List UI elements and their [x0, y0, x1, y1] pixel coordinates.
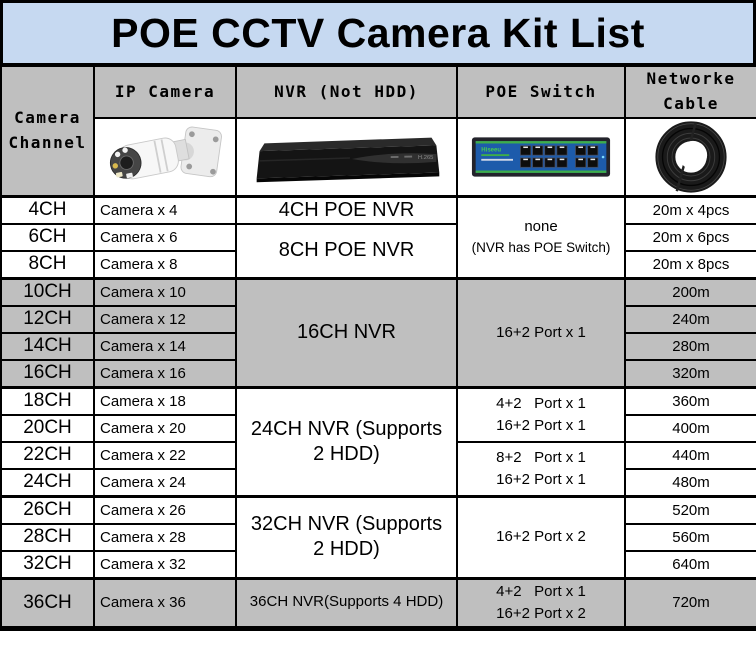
camera-count-cell: Camera x 32: [94, 551, 236, 579]
cable-cell: 240m: [625, 306, 756, 333]
channel-cell: 26CH: [1, 496, 94, 524]
cable-cell: 720m: [625, 578, 756, 628]
poe-cell: [457, 387, 625, 442]
camera-count-cell: Camera x 14: [94, 333, 236, 360]
cable-cell: 640m: [625, 551, 756, 579]
bullet-camera-icon: [102, 121, 228, 193]
table-row: [1, 224, 756, 251]
cable-image-cell: [625, 118, 756, 197]
nvr-cell: 16CH NVR: [236, 278, 457, 387]
switch-brand-label: Hiseeu: [481, 146, 502, 153]
poe-none-line1: none: [524, 218, 558, 236]
channel-cell: 22CH: [1, 442, 94, 469]
nvr-cell: 4CH POE NVR: [236, 196, 457, 224]
poe-line1: 8+2 Port x 1: [496, 448, 586, 466]
channel-cell: 4CH: [1, 196, 94, 224]
table-row: [1, 496, 756, 524]
poe-cell: 16+2 Port x 1: [457, 278, 625, 387]
poe-switch-icon: [471, 131, 611, 183]
channel-cell: 18CH: [1, 387, 94, 415]
header-network-cable-line1: Networke: [646, 69, 736, 88]
nvr-cell: 24CH NVR (Supports 2 HDD): [236, 387, 457, 496]
poe-cell: 16+2 Port x 2: [457, 496, 625, 578]
table-row: [1, 578, 756, 628]
camera-count-cell: Camera x 28: [94, 524, 236, 551]
cable-coil-icon: [637, 120, 745, 194]
channel-cell: 28CH: [1, 524, 94, 551]
table-row: [1, 387, 756, 415]
camera-count-cell: Camera x 10: [94, 278, 236, 306]
header-row: [1, 66, 756, 118]
cable-cell: 440m: [625, 442, 756, 469]
cable-cell: 280m: [625, 333, 756, 360]
kit-table: [0, 65, 756, 631]
nvr-cell: 8CH POE NVR: [236, 224, 457, 279]
channel-cell: 14CH: [1, 333, 94, 360]
camera-count-cell: Camera x 22: [94, 442, 236, 469]
nvr-cell: 32CH NVR (Supports 2 HDD): [236, 496, 457, 578]
table-row: [1, 196, 756, 224]
channel-cell: 6CH: [1, 224, 94, 251]
camera-count-cell: Camera x 8: [94, 251, 236, 279]
header-network-cable-line2: Cable: [663, 93, 719, 113]
camera-count-cell: Camera x 36: [94, 578, 236, 628]
cable-cell: 360m: [625, 387, 756, 415]
poe-line1: 4+2 Port x 1: [496, 582, 586, 600]
cable-cell: 560m: [625, 524, 756, 551]
camera-count-cell: Camera x 18: [94, 387, 236, 415]
nvr-image-cell: [236, 118, 457, 197]
channel-cell: 20CH: [1, 415, 94, 442]
cable-cell: 480m: [625, 469, 756, 497]
header-network-cable: [625, 66, 756, 118]
camera-count-cell: Camera x 12: [94, 306, 236, 333]
header-ip-camera: IP Camera: [94, 66, 236, 118]
cable-cell: 20m x 4pcs: [625, 196, 756, 224]
header-camera-channel: [1, 66, 94, 196]
header-nvr: NVR (Not HDD): [236, 66, 457, 118]
nvr-badge-label: H.265: [417, 154, 433, 161]
page-title: POE CCTV Camera Kit List: [0, 0, 756, 66]
channel-cell: 36CH: [1, 578, 94, 628]
product-image-row: [1, 118, 756, 197]
camera-count-cell: Camera x 6: [94, 224, 236, 251]
camera-count-cell: Camera x 20: [94, 415, 236, 442]
cable-cell: 520m: [625, 496, 756, 524]
header-camera-channel-line2: Channel: [8, 132, 87, 152]
channel-cell: 10CH: [1, 278, 94, 306]
camera-count-cell: Camera x 16: [94, 360, 236, 388]
cable-cell: 320m: [625, 360, 756, 388]
channel-cell: 32CH: [1, 551, 94, 579]
camera-count-cell: Camera x 24: [94, 469, 236, 497]
nvr-recorder-icon: [245, 122, 449, 192]
channel-cell: 8CH: [1, 251, 94, 279]
camera-count-cell: Camera x 26: [94, 496, 236, 524]
cable-cell: 200m: [625, 278, 756, 306]
table-row: [1, 278, 756, 306]
cable-cell: 20m x 6pcs: [625, 224, 756, 251]
header-camera-channel-line1: Camera: [14, 108, 81, 127]
poe-line2: 16+2 Port x 1: [496, 470, 586, 488]
poe-none-line2: (NVR has POE Switch): [471, 240, 611, 256]
poe-none-cell: [457, 196, 625, 278]
camera-count-cell: Camera x 4: [94, 196, 236, 224]
poe-line2: 16+2 Port x 1: [496, 416, 586, 434]
cable-cell: 400m: [625, 415, 756, 442]
channel-cell: 12CH: [1, 306, 94, 333]
channel-cell: 16CH: [1, 360, 94, 388]
poe-switch-image-cell: [457, 118, 625, 197]
poe-line2: 16+2 Port x 2: [496, 604, 586, 622]
poe-line1: 4+2 Port x 1: [496, 394, 586, 412]
nvr-cell: 36CH NVR(Supports 4 HDD): [236, 578, 457, 628]
poe-cell: [457, 442, 625, 497]
cable-cell: 20m x 8pcs: [625, 251, 756, 279]
header-poe-switch: POE Switch: [457, 66, 625, 118]
poe-cell: [457, 578, 625, 628]
channel-cell: 24CH: [1, 469, 94, 497]
ip-camera-image-cell: [94, 118, 236, 197]
